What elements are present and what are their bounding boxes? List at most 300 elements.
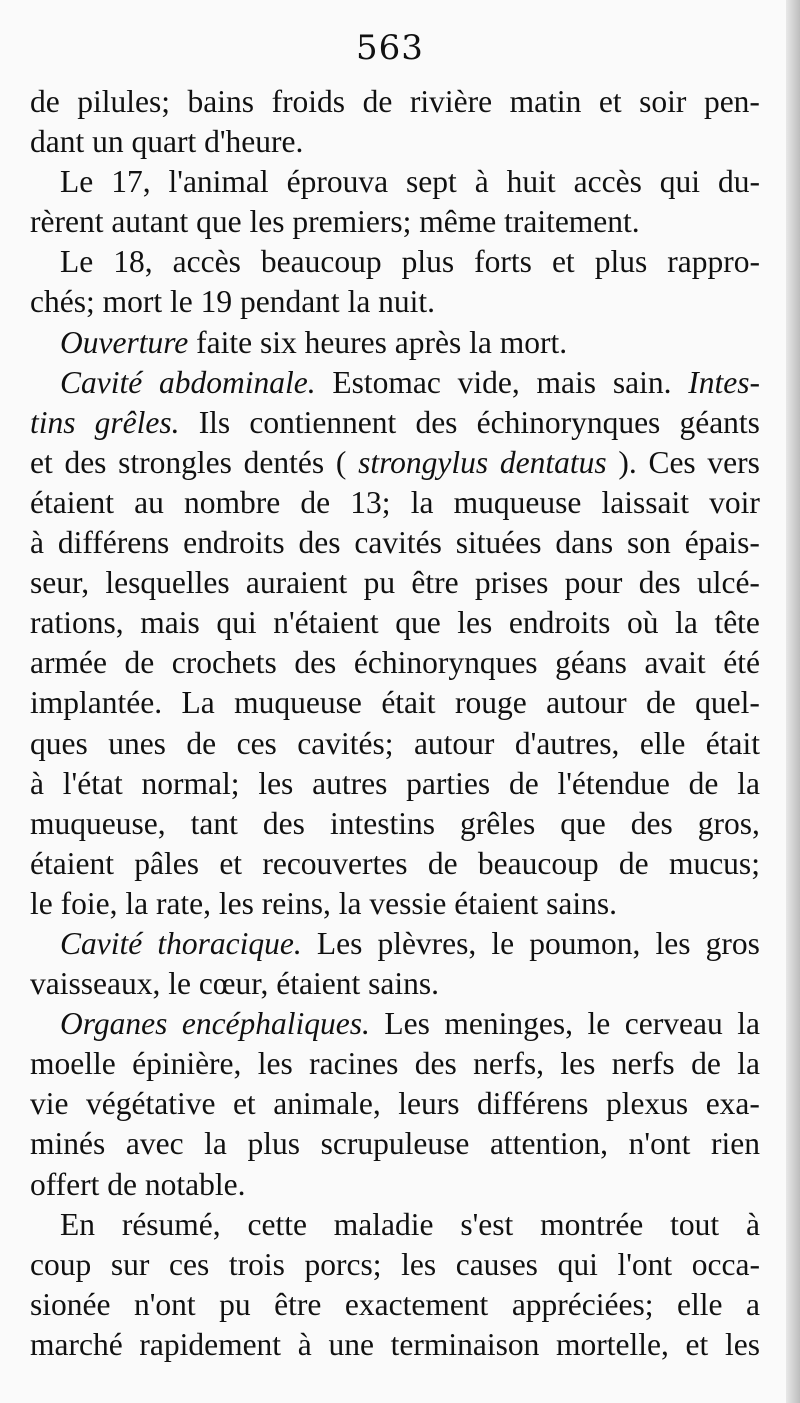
text-word: auraient [245, 565, 348, 601]
text-line [30, 1205, 760, 1245]
text-word: l'ont [617, 1246, 673, 1282]
text-word: que [196, 204, 242, 240]
text-word: heures [304, 324, 387, 360]
text-word: des [298, 525, 341, 561]
text-word: thoracique. [157, 925, 302, 961]
text-word: coup [30, 1246, 92, 1282]
text-word: n'ont [628, 1126, 691, 1162]
text-word: lesquelles [105, 565, 230, 601]
text-word: grêles [460, 805, 536, 841]
text-word: accès [172, 244, 241, 280]
text-word: même [419, 204, 497, 240]
text-line [30, 1044, 760, 1084]
text-word: étaient [454, 885, 539, 921]
text-word: rien [710, 1126, 760, 1162]
text-line [30, 724, 760, 764]
text-word: et [232, 1086, 256, 1122]
word-space [446, 884, 454, 924]
text-word: d'autres, [514, 725, 620, 761]
text-word: beaucoup [260, 244, 382, 280]
text-word: résumé, [121, 1206, 221, 1242]
text-word: la [125, 885, 149, 921]
text-word: dentés [243, 444, 325, 480]
text-word: une [328, 1326, 374, 1362]
text-word: Cavité [60, 925, 143, 961]
text-line [30, 764, 760, 804]
text-word: des [630, 805, 673, 841]
text-word: froids [271, 84, 346, 119]
text-word: soir [639, 84, 687, 119]
text-word: seur, [30, 565, 90, 601]
text-word: sur [110, 1246, 150, 1282]
text-line [30, 643, 760, 683]
text-word: épais- [684, 525, 760, 561]
word-space [254, 884, 262, 924]
text-word: la [737, 1046, 760, 1082]
text-word: plèvres, [377, 925, 477, 961]
text-word: ces [168, 1246, 210, 1282]
text-word: la [347, 284, 371, 320]
text-word: quel- [695, 685, 760, 721]
text-word: les [218, 885, 254, 921]
text-word: huit [506, 164, 556, 200]
text-word: muqueuse, [30, 805, 166, 841]
text-word: En [60, 1206, 95, 1242]
text-word: géans [555, 645, 627, 681]
text-word: implantée. [30, 685, 163, 721]
text-word: être [274, 1286, 322, 1322]
text-line [30, 964, 760, 1004]
page-number: 563 [356, 28, 424, 68]
text-word: laissait [601, 484, 689, 520]
word-space [191, 964, 199, 1004]
text-word: situées [455, 525, 542, 561]
text-word: tant [190, 805, 238, 841]
text-word: sains. [368, 966, 439, 1002]
text-word: après [394, 324, 462, 360]
word-space [496, 202, 504, 242]
text-word: scrupuleuse [320, 1126, 470, 1162]
word-space [211, 884, 219, 924]
text-word: de [646, 685, 676, 721]
text-word: animale, [273, 1086, 381, 1122]
text-word: la [737, 1006, 760, 1042]
text-line [30, 603, 760, 643]
text-word: porcs; [304, 1246, 382, 1282]
text-word: gros [705, 925, 760, 961]
text-word: muqueuse [453, 484, 582, 520]
text-word: nombre [184, 484, 281, 520]
text-word: et [30, 444, 53, 480]
word-space [188, 202, 196, 242]
text-word: leurs [398, 1086, 460, 1122]
text-word: où [626, 605, 659, 641]
text-word: mais [536, 364, 597, 400]
text-word: l'état [62, 765, 123, 801]
text-word: ques [30, 725, 88, 761]
text-word: foie, [60, 885, 118, 921]
text-word: rouge [454, 685, 527, 721]
text-word: étaient [30, 845, 114, 881]
text-word: pour [564, 565, 623, 601]
text-word: quart [131, 124, 197, 160]
text-word: à [474, 164, 489, 200]
text-line [30, 884, 760, 924]
text-word: géants [679, 404, 760, 440]
text-word: Ouverture [60, 324, 189, 360]
word-space [252, 323, 260, 363]
text-line [30, 1325, 760, 1365]
word-space [387, 323, 395, 363]
text-word: rèrent [30, 204, 104, 240]
word-space [538, 884, 546, 924]
text-line [30, 403, 760, 443]
word-space [232, 282, 240, 322]
text-word: de [618, 845, 649, 881]
text-word: trois [228, 1246, 285, 1282]
text-word: autour [413, 725, 495, 761]
text-line [30, 523, 760, 563]
text-word: s'est [460, 1206, 514, 1242]
text-line [30, 1004, 760, 1044]
text-line [30, 1285, 760, 1325]
text-word: 17, [111, 164, 151, 200]
text-word: parties [406, 765, 491, 801]
word-space [340, 282, 348, 322]
text-word: des [638, 565, 681, 601]
text-word: mort. [499, 324, 568, 360]
text-line [30, 82, 760, 122]
text-word: notable. [144, 1166, 246, 1202]
text-word: Estomac [332, 364, 441, 400]
text-word: d'heure. [204, 124, 304, 160]
text-word: avait [644, 645, 706, 681]
text-word: les [257, 1046, 293, 1082]
text-word: les [724, 1326, 760, 1362]
text-word: appréciées; [511, 1286, 654, 1322]
text-line [30, 282, 760, 322]
text-word: étaient [30, 484, 114, 520]
text-word: endroits [508, 605, 611, 641]
text-word: différens [57, 525, 170, 561]
text-word: exactement [344, 1286, 489, 1322]
text-line [30, 323, 760, 363]
text-word: rappro- [667, 244, 760, 280]
text-word: racines [309, 1046, 399, 1082]
word-space [461, 323, 469, 363]
word-space [331, 884, 339, 924]
text-word: beaucoup [477, 845, 599, 881]
text-word: rate, [155, 885, 212, 921]
text-word: forts [474, 244, 532, 280]
text-word: maladie [333, 1206, 434, 1242]
text-word: le [587, 1006, 611, 1042]
text-word: prises [474, 565, 549, 601]
text-word: a [745, 1286, 760, 1322]
word-space [84, 122, 92, 162]
text-word: Ces [648, 444, 696, 480]
text-word: autour [546, 685, 627, 721]
text-word: qui [659, 164, 701, 200]
text-word: mucus; [668, 845, 760, 881]
text-word: crochets [171, 645, 277, 681]
text-word: vers [707, 444, 760, 480]
word-space [297, 323, 305, 363]
text-word: unes [108, 725, 166, 761]
text-line [30, 804, 760, 844]
text-word: autant [111, 204, 189, 240]
text-word: tins [30, 404, 76, 440]
text-word: être [411, 565, 459, 601]
text-word: premiers; [292, 204, 412, 240]
text-word: que [560, 805, 606, 841]
text-word: Cavité [60, 364, 143, 400]
text-word: contiennent [249, 404, 397, 440]
text-word: le [169, 284, 193, 320]
text-word: n'ont [133, 1286, 196, 1322]
text-word: à [297, 1326, 312, 1362]
text-word: mais [140, 605, 200, 641]
text-word: la [338, 885, 362, 921]
text-word: normal; [141, 765, 240, 801]
text-line [30, 1165, 760, 1205]
text-word: les [249, 204, 285, 240]
text-word: pu [219, 1286, 251, 1322]
text-word: à [745, 1206, 760, 1242]
text-word: vide, [457, 364, 520, 400]
page-edge-shadow [786, 0, 800, 1403]
text-word: des [64, 444, 107, 480]
text-word: des [415, 404, 458, 440]
text-word: Organes [60, 1006, 168, 1042]
text-word: accès [573, 164, 642, 200]
text-word: nerfs [611, 1046, 675, 1082]
text-word: et [551, 244, 575, 280]
text-word: nerfs, [473, 1046, 544, 1082]
text-word: échinorynques [353, 645, 538, 681]
text-word: la [737, 765, 760, 801]
text-line [30, 844, 760, 884]
text-word: était [381, 685, 436, 721]
text-word: montrée [540, 1206, 644, 1242]
text-word: traitement. [504, 204, 640, 240]
text-word: faite [196, 324, 253, 360]
text-word: muqueuse [234, 685, 362, 721]
text-word: du- [718, 164, 760, 200]
text-word: de [124, 645, 155, 681]
word-space [99, 1165, 107, 1205]
text-word: au [134, 484, 164, 520]
page-text-body [30, 82, 760, 1365]
word-space [268, 964, 276, 1004]
text-word: gros, [697, 805, 760, 841]
text-word: chés; [30, 284, 95, 320]
text-word: la [410, 484, 434, 520]
text-word: offert [30, 1166, 100, 1202]
text-word: végétative [86, 1086, 216, 1122]
text-word: de [691, 1046, 721, 1082]
text-word: ( [335, 444, 347, 480]
text-word: des [414, 1046, 457, 1082]
text-word: exa- [705, 1086, 760, 1122]
word-space [242, 202, 250, 242]
text-word: endroits [183, 525, 285, 561]
text-word: le [30, 885, 53, 921]
text-word: meninges, [444, 1006, 574, 1042]
text-word: plus [401, 244, 455, 280]
text-word: Les [384, 1006, 430, 1042]
text-word: vie [30, 1086, 69, 1122]
word-space [285, 202, 293, 242]
text-word: n'étaient [273, 605, 379, 641]
text-word: à [30, 525, 44, 561]
text-line [30, 683, 760, 723]
text-line [30, 1124, 760, 1164]
text-line [30, 1245, 760, 1285]
text-line [30, 443, 760, 483]
text-word: marché [30, 1326, 123, 1362]
text-word: elle [676, 1286, 723, 1322]
text-word: que [395, 605, 441, 641]
text-word: les [258, 765, 294, 801]
text-line [30, 363, 760, 403]
text-word: minés [30, 1126, 106, 1162]
text-word: l'animal [168, 164, 269, 200]
text-word: sain. [612, 364, 672, 400]
text-word: sains. [546, 885, 617, 921]
text-word: recouvertes [262, 845, 408, 881]
text-line [30, 563, 760, 603]
word-space [137, 1165, 145, 1205]
text-word: plus [247, 1126, 301, 1162]
text-word: les [401, 1246, 437, 1282]
text-word: Le [60, 244, 94, 280]
word-space [117, 884, 125, 924]
text-word: dans [555, 525, 614, 561]
word-space [95, 282, 103, 322]
text-word: moelle [30, 1046, 116, 1082]
text-line [30, 924, 760, 964]
text-word: La [181, 685, 215, 721]
text-word: qui [557, 1246, 598, 1282]
word-space [193, 282, 201, 322]
text-word: pu [363, 565, 396, 601]
text-line [30, 122, 760, 162]
text-word: le [168, 966, 191, 1002]
text-word: vessie [369, 885, 447, 921]
text-word: cette [247, 1206, 307, 1242]
text-word: ). [618, 444, 637, 480]
word-space [124, 122, 132, 162]
text-word: elle [639, 725, 686, 761]
text-word: attention, [489, 1126, 609, 1162]
word-space [162, 282, 170, 322]
text-word: grêles. [94, 404, 180, 440]
text-word: sept [406, 164, 457, 200]
text-word: armée [30, 645, 107, 681]
text-word: mort [102, 284, 163, 320]
text-word: pâles [134, 845, 199, 881]
text-word: était [705, 725, 760, 761]
text-word: bains [187, 84, 255, 119]
text-word: été [723, 645, 760, 681]
text-word: cœur, [198, 966, 269, 1002]
text-word: cavités; [297, 725, 394, 761]
text-word: des [262, 805, 305, 841]
text-word: ulcé- [696, 565, 760, 601]
text-word: échinorynques [476, 404, 661, 440]
text-word: cavités [354, 525, 442, 561]
text-word: et [598, 84, 622, 119]
text-word: de [186, 725, 217, 761]
text-word: abdominale. [159, 364, 316, 400]
text-word: poumon, [529, 925, 641, 961]
text-word: cerveau [624, 1006, 723, 1042]
text-word: épinière, [132, 1046, 242, 1082]
text-word: Les [316, 925, 363, 961]
text-word: six [260, 324, 297, 360]
word-space [148, 884, 156, 924]
text-word: différens [477, 1086, 589, 1122]
text-word: la [675, 605, 698, 641]
text-word: matin [509, 84, 582, 119]
text-line [30, 483, 760, 523]
text-word: de [508, 765, 539, 801]
text-word: de [107, 1166, 137, 1202]
text-word: pendant [239, 284, 340, 320]
text-word: tout [670, 1206, 720, 1242]
text-word: de [362, 84, 393, 119]
text-word: les [655, 925, 691, 961]
text-word: et [219, 845, 243, 881]
text-word: rivière [409, 84, 493, 119]
text-word: rations, [30, 605, 124, 641]
text-word: rapidement [139, 1326, 282, 1362]
text-word: le [491, 925, 515, 961]
text-line [30, 242, 760, 282]
text-word: un [92, 124, 124, 160]
text-word: strongylus [358, 444, 489, 480]
text-word: de [688, 765, 719, 801]
text-word: les [457, 605, 493, 641]
text-word: voir [709, 484, 760, 520]
word-space [411, 202, 419, 242]
text-word: encéphaliques. [181, 1006, 370, 1042]
text-word: qui [216, 605, 257, 641]
text-word: pilules; [77, 84, 171, 119]
text-word: occa- [691, 1246, 760, 1282]
text-line [30, 162, 760, 202]
word-space [360, 964, 368, 1004]
text-line [30, 1084, 760, 1124]
text-word: pen- [703, 84, 760, 119]
text-line [30, 202, 760, 242]
text-word: de [30, 84, 60, 119]
word-space [103, 202, 111, 242]
text-word: l'étendue [557, 765, 670, 801]
text-word: terminaison [390, 1326, 540, 1362]
text-word: étaient [276, 966, 361, 1002]
text-word: de [300, 484, 331, 520]
word-space [196, 122, 204, 162]
text-word: plexus [605, 1086, 689, 1122]
text-word: son [627, 525, 671, 561]
text-word: strongles [118, 444, 232, 480]
text-word: vaisseaux, [30, 966, 161, 1002]
text-word: Ils [198, 404, 231, 440]
word-space [188, 323, 196, 363]
text-word: dentatus [499, 444, 607, 480]
